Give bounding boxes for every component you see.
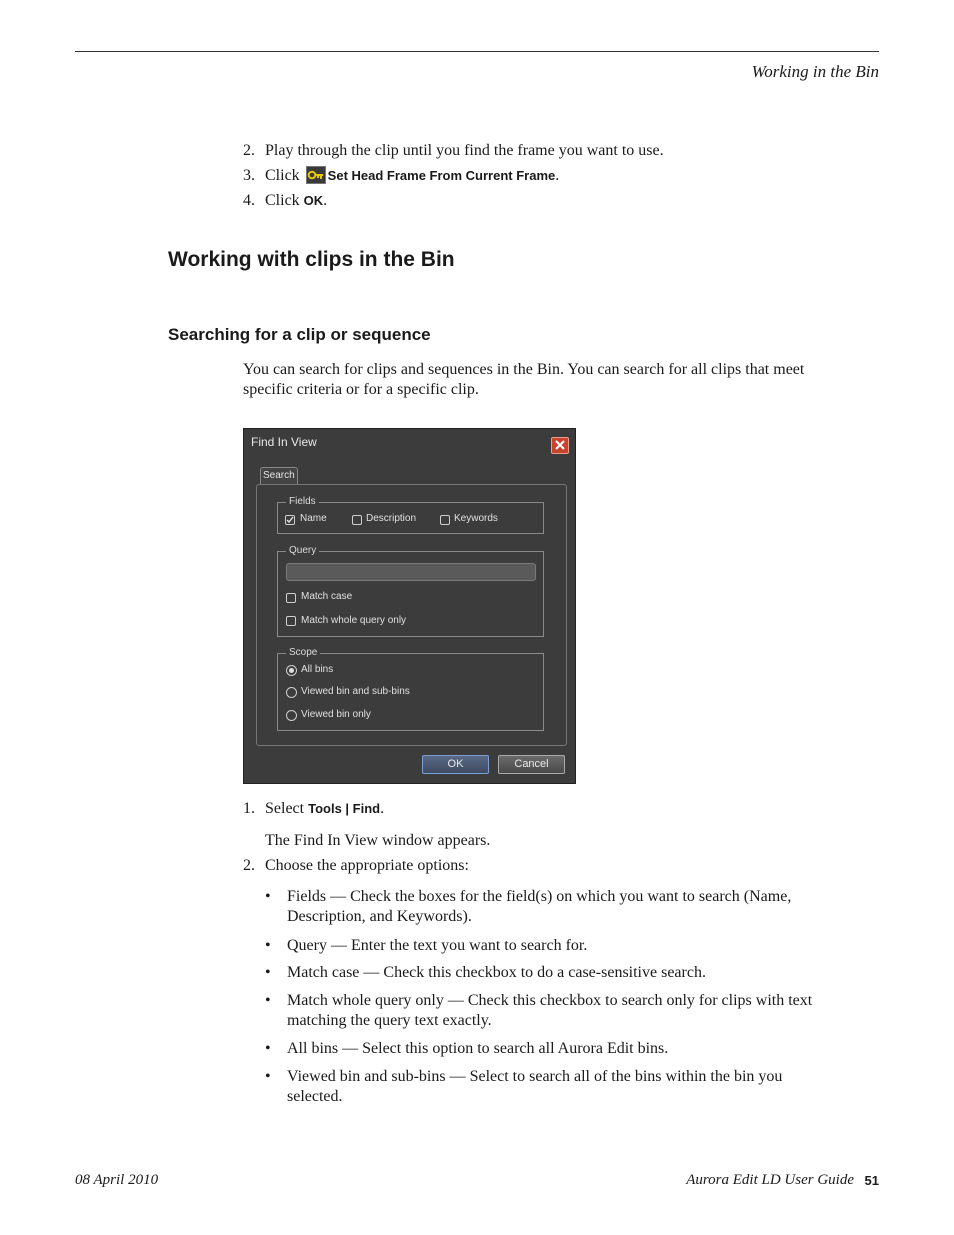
scope-label: Scope — [286, 647, 320, 658]
list-item: • Fields — Check the boxes for the field(s) on which you want to search (Name, Description, and Keywords). — [265, 888, 792, 925]
cancel-button[interactable]: Cancel — [498, 755, 565, 774]
keywords-checkbox-label: Keywords — [454, 513, 498, 524]
intro-paragraph: You can search for clips and sequences in the Bin. You can search for all clips that meet specific criteria or for a specific clip. — [243, 361, 805, 398]
tools-find-label: Tools | Find — [308, 801, 381, 816]
check-icon — [286, 516, 294, 524]
fields-label: Fields — [286, 496, 319, 507]
name-checkbox-label: Name — [300, 513, 327, 524]
list-item: • All bins — Select this option to search all Aurora Edit bins. — [265, 1040, 669, 1057]
find-in-view-dialog — [243, 428, 576, 784]
fields-group — [277, 496, 544, 534]
viewed-bin-only-radio[interactable] — [286, 710, 297, 721]
step-3: 3. Click Set Head Frame From Current Frame. — [243, 167, 560, 184]
footer-date: 08 April 2010 — [75, 1172, 159, 1188]
match-case-label: Match case — [301, 591, 353, 602]
list-item: • Viewed bin and sub-bins — Select to search all of the bins within the bin you selected. — [265, 1068, 783, 1105]
dialog-title: Find In View — [251, 435, 317, 449]
close-button[interactable] — [551, 437, 569, 454]
scope-group — [277, 647, 544, 731]
page-number: 51 — [864, 1173, 879, 1188]
set-head-frame-label: Set Head Frame From Current Frame — [327, 168, 556, 183]
name-checkbox[interactable] — [285, 515, 295, 525]
step-2-options: 2. Choose the appropriate options: — [243, 857, 469, 874]
ok-button[interactable]: OK — [422, 755, 489, 774]
query-group — [277, 545, 544, 637]
section-title: Working with clips in the Bin — [168, 248, 455, 271]
list-item: • Query — Enter the text you want to search for. — [265, 937, 588, 954]
keywords-checkbox[interactable] — [440, 515, 450, 525]
ok-label: OK — [303, 193, 324, 208]
all-bins-radio[interactable] — [286, 665, 297, 676]
viewed-bin-subbins-label: Viewed bin and sub-bins — [301, 686, 410, 697]
tab-search[interactable]: Search — [260, 467, 298, 484]
description-checkbox[interactable] — [352, 515, 362, 525]
step-1: 1. Select Tools | Find. — [243, 800, 385, 817]
match-whole-label: Match whole query only — [301, 615, 407, 626]
list-item: • Match case — Check this checkbox to do a case-sensitive search. — [265, 964, 706, 981]
viewed-bin-only-label: Viewed bin only — [301, 709, 371, 720]
close-icon — [555, 440, 565, 450]
footer-guide-title: Aurora Edit LD User Guide — [686, 1172, 854, 1188]
step-4: 4. Click OK. — [243, 192, 328, 209]
all-bins-label: All bins — [301, 664, 334, 675]
search-tab-panel — [256, 484, 567, 746]
key-icon — [306, 166, 326, 184]
query-label: Query — [286, 545, 319, 556]
description-checkbox-label: Description — [366, 513, 417, 524]
match-case-checkbox[interactable] — [286, 593, 296, 603]
viewed-bin-subbins-radio[interactable] — [286, 687, 297, 698]
header-rule — [75, 51, 879, 52]
subsection-title: Searching for a clip or sequence — [168, 325, 431, 344]
step-1-result: The Find In View window appears. — [265, 832, 491, 849]
step-2: 2. Play through the clip until you find the frame you want to use. — [243, 142, 664, 159]
running-header: Working in the Bin — [751, 62, 879, 81]
query-input[interactable] — [286, 563, 536, 581]
list-item: • Match whole query only — Check this checkbox to search only for clips with text matching the query text exactly. — [265, 992, 813, 1029]
match-whole-checkbox[interactable] — [286, 616, 296, 626]
